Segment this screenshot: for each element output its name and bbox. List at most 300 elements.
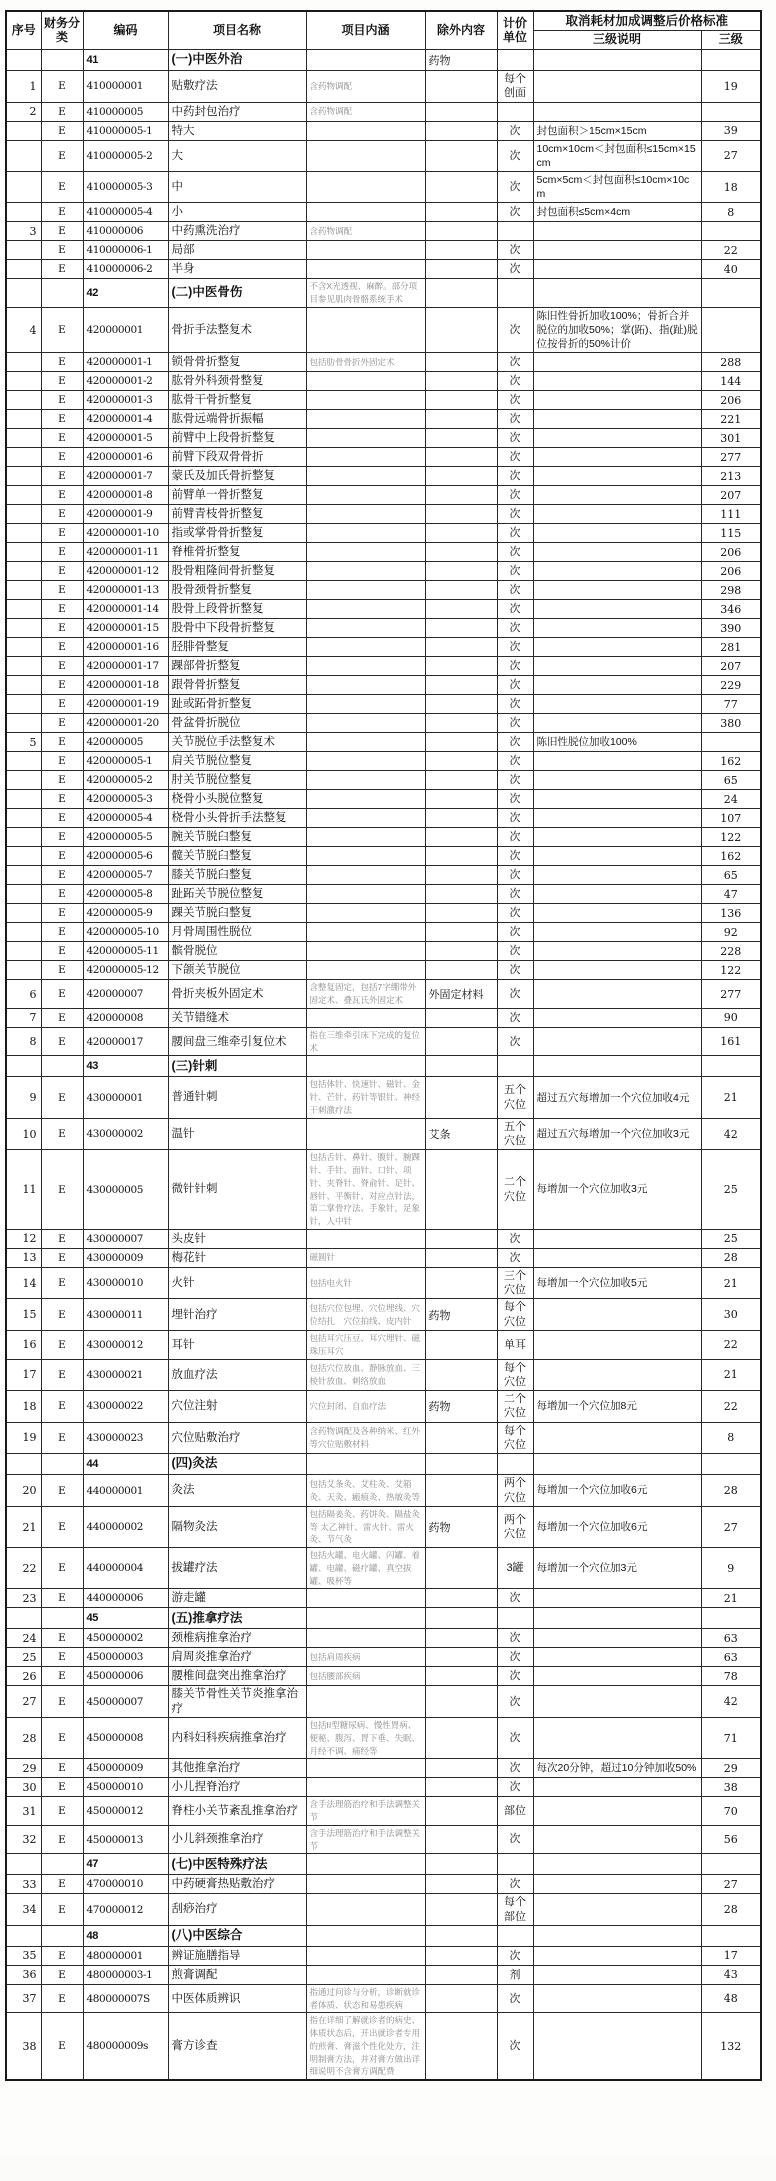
cell-seq (6, 121, 41, 140)
table-row (6, 1759, 761, 1778)
cell-name: 放血疗法 (168, 1359, 306, 1391)
cell-content (306, 638, 425, 657)
cell-fin: E (41, 353, 83, 372)
cell-seq: 27 (6, 1686, 41, 1718)
cell-content (306, 448, 425, 467)
cell-content: 包括艾条灸、艾柱灸、艾箱灸、天灸、瘢痕灸、热敏灸等 (306, 1475, 425, 1507)
cell-seq: 15 (6, 1299, 41, 1331)
cell-fin: E (41, 1894, 83, 1926)
cell-name: 小 (168, 203, 306, 222)
cell-excl (425, 391, 497, 410)
cell-name: 梅花针 (168, 1248, 306, 1267)
cell-content: 包括体针、快速针、磁针、金针、芒针、药针等银针、神经干刺激疗法 (306, 1077, 425, 1118)
cell-fin: E (41, 1984, 83, 2013)
cell-content: 包括电火针 (306, 1267, 425, 1299)
cell-excl (425, 429, 497, 448)
cell-price: 43 (701, 1965, 761, 1984)
cell-excl (425, 1984, 497, 2013)
cell-note (533, 809, 701, 828)
cell-name: 腕关节脱臼整复 (168, 828, 306, 847)
table-row (6, 600, 761, 619)
section-row (6, 1056, 761, 1077)
cell-unit: 次 (497, 1648, 533, 1667)
cell-name: 穴位注射 (168, 1391, 306, 1423)
table-row (6, 1248, 761, 1267)
cell-code: 420000001-6 (83, 448, 168, 467)
cell-content (306, 828, 425, 847)
cell-price: 161 (701, 1027, 761, 1056)
cell-unit (497, 1925, 533, 1946)
cell-content (306, 1629, 425, 1648)
cell-excl (425, 307, 497, 353)
cell-name: 跟骨骨折整复 (168, 676, 306, 695)
cell-excl (425, 410, 497, 429)
cell-note (533, 1629, 701, 1648)
cell-note: 每增加一个穴位加收6元 (533, 1506, 701, 1547)
cell-content (306, 1454, 425, 1475)
cell-seq (6, 279, 41, 308)
cell-code: 430000022 (83, 1391, 168, 1423)
cell-note (533, 1608, 701, 1629)
cell-name: 半身 (168, 260, 306, 279)
cell-excl (425, 866, 497, 885)
cell-note (533, 847, 701, 866)
cell-unit: 次 (497, 486, 533, 505)
cell-note (533, 828, 701, 847)
table-header (6, 11, 761, 50)
cell-excl (425, 733, 497, 752)
table-row (6, 102, 761, 121)
cell-note: 超过五穴每增加一个穴位加收4元 (533, 1077, 701, 1118)
table-row (6, 260, 761, 279)
cell-note (533, 260, 701, 279)
table-row (6, 1267, 761, 1299)
cell-code: 420000001-13 (83, 581, 168, 600)
cell-unit: 次 (497, 391, 533, 410)
cell-fin: E (41, 600, 83, 619)
cell-seq: 17 (6, 1359, 41, 1391)
cell-code: 470000010 (83, 1875, 168, 1894)
cell-content: 含整复固定，包括7字绷带外固定术、叠瓦氏外固定术 (306, 980, 425, 1009)
cell-note: 超过五穴每增加一个穴位加收3元 (533, 1118, 701, 1150)
cell-excl (425, 372, 497, 391)
cell-excl (425, 1759, 497, 1778)
cell-fin: E (41, 121, 83, 140)
cell-note (533, 619, 701, 638)
cell-price: 77 (701, 695, 761, 714)
cell-unit: 次 (497, 562, 533, 581)
cell-note (533, 1797, 701, 1826)
cell-code: 45 (83, 1608, 168, 1629)
cell-fin (41, 1854, 83, 1875)
cell-price: 229 (701, 676, 761, 695)
cell-seq (6, 676, 41, 695)
cell-price (701, 1925, 761, 1946)
table-row (6, 1475, 761, 1507)
cell-fin: E (41, 222, 83, 241)
cell-note (533, 71, 701, 103)
cell-seq (6, 828, 41, 847)
table-row (6, 619, 761, 638)
cell-excl (425, 543, 497, 562)
cell-code: 480000009s (83, 2013, 168, 2080)
cell-note: 陈旧性骨折加收100%；骨折合并脱位的加收50%；掌(跖)、指(趾)脱位按骨折的50%计价 (533, 307, 701, 353)
cell-code: 430000011 (83, 1299, 168, 1331)
cell-fin: E (41, 203, 83, 222)
cell-content: 含手法理筋治疗和手法调整关节 (306, 1825, 425, 1854)
cell-content: 包括火罐、电火罐、闪罐、着罐、电罐、磁疗罐、真空拔罐、吸杯等 (306, 1548, 425, 1589)
cell-code: 430000012 (83, 1331, 168, 1360)
cell-price (701, 1056, 761, 1077)
cell-seq: 30 (6, 1778, 41, 1797)
table-row (6, 71, 761, 103)
table-row (6, 847, 761, 866)
cell-note (533, 790, 701, 809)
cell-fin: E (41, 448, 83, 467)
cell-seq (6, 942, 41, 961)
cell-excl (425, 942, 497, 961)
cell-fin: E (41, 260, 83, 279)
cell-price: 122 (701, 961, 761, 980)
cell-seq (6, 714, 41, 733)
cell-fin: E (41, 866, 83, 885)
cell-fin: E (41, 961, 83, 980)
cell-content (306, 391, 425, 410)
cell-unit: 次 (497, 140, 533, 171)
cell-note (533, 600, 701, 619)
cell-excl (425, 1454, 497, 1475)
cell-note (533, 1648, 701, 1667)
cell-fin: E (41, 524, 83, 543)
cell-note (533, 771, 701, 790)
cell-content (306, 714, 425, 733)
cell-excl (425, 71, 497, 103)
cell-price: 22 (701, 241, 761, 260)
cell-unit: 次 (497, 1778, 533, 1797)
cell-name: 中 (168, 172, 306, 203)
cell-note (533, 1778, 701, 1797)
cell-unit: 次 (497, 467, 533, 486)
cell-price: 162 (701, 847, 761, 866)
cell-seq: 6 (6, 980, 41, 1009)
cell-price: 40 (701, 260, 761, 279)
cell-unit: 次 (497, 1686, 533, 1718)
cell-seq (6, 391, 41, 410)
cell-content (306, 562, 425, 581)
cell-name: 趾或跖骨折整复 (168, 695, 306, 714)
cell-name: 内科妇科疾病推拿治疗 (168, 1718, 306, 1759)
cell-fin: E (41, 1027, 83, 1056)
cell-name: 腰椎间盘突出推拿治疗 (168, 1667, 306, 1686)
table-row (6, 1648, 761, 1667)
cell-note: 每增加一个穴位加收5元 (533, 1267, 701, 1299)
cell-fin: E (41, 467, 83, 486)
cell-code: 42 (83, 279, 168, 308)
cell-content (306, 866, 425, 885)
cell-seq (6, 505, 41, 524)
cell-excl (425, 657, 497, 676)
cell-seq (6, 203, 41, 222)
cell-excl (425, 121, 497, 140)
cell-excl (425, 790, 497, 809)
cell-excl (425, 581, 497, 600)
cell-unit: 二个穴位 (497, 1391, 533, 1423)
cell-seq (6, 372, 41, 391)
cell-seq (6, 1854, 41, 1875)
cell-excl (425, 1718, 497, 1759)
cell-name: 肱骨干骨折整复 (168, 391, 306, 410)
cell-content (306, 1608, 425, 1629)
cell-note: 每增加一个穴位加8元 (533, 1391, 701, 1423)
cell-name: 脊椎骨折整复 (168, 543, 306, 562)
cell-code: 44 (83, 1454, 168, 1475)
cell-content: 包括肋骨骨折外固定术 (306, 353, 425, 372)
cell-seq (6, 1056, 41, 1077)
cell-fin: E (41, 543, 83, 562)
cell-code: 420000001-19 (83, 695, 168, 714)
cell-seq: 21 (6, 1506, 41, 1547)
cell-fin: E (41, 562, 83, 581)
cell-fin: E (41, 790, 83, 809)
cell-name: 膝关节脱臼整复 (168, 866, 306, 885)
cell-price (701, 1608, 761, 1629)
cell-price: 22 (701, 1331, 761, 1360)
cell-unit (497, 222, 533, 241)
cell-name: 膏方诊查 (168, 2013, 306, 2080)
cell-fin: E (41, 676, 83, 695)
cell-code: 420000001-4 (83, 410, 168, 429)
cell-note (533, 1299, 701, 1331)
cell-code: 41 (83, 50, 168, 71)
cell-excl (425, 1331, 497, 1360)
cell-unit: 次 (497, 828, 533, 847)
cell-content (306, 809, 425, 828)
cell-note: 每增加一个穴位加收6元 (533, 1475, 701, 1507)
cell-note (533, 1875, 701, 1894)
cell-seq: 18 (6, 1391, 41, 1423)
cell-seq (6, 50, 41, 71)
cell-price: 380 (701, 714, 761, 733)
cell-excl (425, 1946, 497, 1965)
cell-name: (二)中医骨伤 (168, 279, 306, 308)
cell-note (533, 1229, 701, 1248)
cell-price: 18 (701, 172, 761, 203)
table-row (6, 1027, 761, 1056)
cell-note (533, 657, 701, 676)
table-row (6, 1984, 761, 2013)
cell-code: 420000001 (83, 307, 168, 353)
cell-content: 包括II型糖尿病、慢性胃病、便秘、腹泻、胃下垂、失眠、月经不调、痛经等 (306, 1718, 425, 1759)
cell-unit: 五个穴位 (497, 1077, 533, 1118)
cell-price: 162 (701, 752, 761, 771)
cell-seq: 36 (6, 1965, 41, 1984)
cell-code: 420000005-9 (83, 904, 168, 923)
cell-fin: E (41, 1506, 83, 1547)
cell-code: 420000005 (83, 733, 168, 752)
cell-fin: E (41, 172, 83, 203)
cell-note (533, 942, 701, 961)
cell-unit: 次 (497, 1759, 533, 1778)
cell-name: 普通针刺 (168, 1077, 306, 1118)
cell-name: 其他推拿治疗 (168, 1759, 306, 1778)
cell-code: 410000006 (83, 222, 168, 241)
cell-content (306, 752, 425, 771)
cell-unit: 次 (497, 581, 533, 600)
cell-excl (425, 140, 497, 171)
cell-price: 228 (701, 942, 761, 961)
cell-name: 颈椎病推拿治疗 (168, 1629, 306, 1648)
cell-seq (6, 172, 41, 203)
cell-excl (425, 1008, 497, 1027)
cell-price: 30 (701, 1299, 761, 1331)
cell-note: 陈旧性脱位加收100% (533, 733, 701, 752)
cell-content: 指在三维牵引床下完成的复位术 (306, 1027, 425, 1056)
cell-unit: 每个穴位 (497, 1359, 533, 1391)
cell-note (533, 1422, 701, 1454)
cell-excl (425, 1548, 497, 1589)
cell-price: 28 (701, 1248, 761, 1267)
cell-code: 420000005-11 (83, 942, 168, 961)
cell-note (533, 241, 701, 260)
cell-content (306, 260, 425, 279)
cell-unit: 次 (497, 714, 533, 733)
cell-content (306, 1854, 425, 1875)
cell-code: 420000005-5 (83, 828, 168, 847)
cell-note (533, 695, 701, 714)
cell-content (306, 543, 425, 562)
cell-name: 髌骨脱位 (168, 942, 306, 961)
cell-code: 420000001-5 (83, 429, 168, 448)
cell-note (533, 543, 701, 562)
cell-content: 不含X光透视、麻醉。部分项目参见肌肉骨骼系统手术 (306, 279, 425, 308)
table-row (6, 562, 761, 581)
cell-content (306, 904, 425, 923)
cell-code: 420000008 (83, 1008, 168, 1027)
cell-code: 420000001-8 (83, 486, 168, 505)
cell-excl (425, 1267, 497, 1299)
cell-name: 桡骨小头骨折手法整复 (168, 809, 306, 828)
cell-code: 410000005-4 (83, 203, 168, 222)
cell-code: 420000005-3 (83, 790, 168, 809)
cell-fin: E (41, 1778, 83, 1797)
cell-fin: E (41, 1686, 83, 1718)
cell-price: 21 (701, 1267, 761, 1299)
cell-code: 450000010 (83, 1778, 168, 1797)
cell-excl: 药物 (425, 1506, 497, 1547)
cell-excl (425, 241, 497, 260)
table-row (6, 1506, 761, 1547)
cell-code: 430000005 (83, 1150, 168, 1230)
cell-content: 含药物调配 (306, 102, 425, 121)
cell-unit: 次 (497, 1008, 533, 1027)
cell-unit: 次 (497, 1718, 533, 1759)
cell-note (533, 1825, 701, 1854)
cell-fin: E (41, 1359, 83, 1391)
cell-seq: 23 (6, 1589, 41, 1608)
cell-unit: 次 (497, 353, 533, 372)
cell-unit (497, 1454, 533, 1475)
cell-excl: 药物 (425, 1299, 497, 1331)
table-row (6, 581, 761, 600)
cell-fin (41, 279, 83, 308)
cell-name: 隔物灸法 (168, 1506, 306, 1547)
header-item-name: 项目名称 (168, 11, 306, 50)
cell-seq (6, 581, 41, 600)
cell-seq: 35 (6, 1946, 41, 1965)
cell-unit: 次 (497, 172, 533, 203)
cell-note (533, 467, 701, 486)
cell-price: 21 (701, 1359, 761, 1391)
cell-seq (6, 657, 41, 676)
cell-excl (425, 1925, 497, 1946)
cell-price: 78 (701, 1667, 761, 1686)
cell-code: 410000006-2 (83, 260, 168, 279)
cell-unit: 两个穴位 (497, 1506, 533, 1547)
table-row (6, 1359, 761, 1391)
cell-fin: E (41, 1946, 83, 1965)
cell-unit: 次 (497, 410, 533, 429)
cell-price: 25 (701, 1150, 761, 1230)
cell-code: 410000006-1 (83, 241, 168, 260)
cell-fin: E (41, 1548, 83, 1589)
cell-fin: E (41, 1875, 83, 1894)
cell-name: 股骨上段骨折整复 (168, 600, 306, 619)
cell-unit: 次 (497, 638, 533, 657)
cell-name: (四)灸法 (168, 1454, 306, 1475)
cell-note (533, 1894, 701, 1926)
cell-code: 440000002 (83, 1506, 168, 1547)
cell-price: 21 (701, 1077, 761, 1118)
cell-price: 206 (701, 543, 761, 562)
cell-seq: 38 (6, 2013, 41, 2080)
cell-code: 410000005-2 (83, 140, 168, 171)
cell-name: 中药熏洗治疗 (168, 222, 306, 241)
cell-price: 25 (701, 1229, 761, 1248)
cell-content (306, 961, 425, 980)
cell-seq (6, 1454, 41, 1475)
cell-content: 包括穴位放血、静脉放血、三棱针放血、刺络放血 (306, 1359, 425, 1391)
table-row (6, 1422, 761, 1454)
cell-content: 指在详细了解就诊者的病史、体质状态后，开出就诊者专用的煎膏、膏滋个性化处方，注明制膏方法，并对膏方做出详细说明不含膏方调配费 (306, 2013, 425, 2080)
cell-content (306, 676, 425, 695)
cell-fin (41, 1056, 83, 1077)
cell-code: 420000001-20 (83, 714, 168, 733)
cell-fin: E (41, 1299, 83, 1331)
cell-code: 410000005-3 (83, 172, 168, 203)
cell-excl (425, 486, 497, 505)
cell-note (533, 372, 701, 391)
cell-name: 月骨周围性脱位 (168, 923, 306, 942)
table-row (6, 695, 761, 714)
cell-code: 420000001-10 (83, 524, 168, 543)
cell-price: 281 (701, 638, 761, 657)
table-row (6, 733, 761, 752)
table-row (6, 638, 761, 657)
cell-unit: 次 (497, 1629, 533, 1648)
table-row (6, 524, 761, 543)
cell-price: 39 (701, 121, 761, 140)
cell-note (533, 562, 701, 581)
cell-unit: 三个穴位 (497, 1267, 533, 1299)
cell-fin: E (41, 657, 83, 676)
cell-excl (425, 828, 497, 847)
cell-seq (6, 847, 41, 866)
cell-fin (41, 1925, 83, 1946)
cell-fin: E (41, 1267, 83, 1299)
cell-price: 132 (701, 2013, 761, 2080)
cell-note: 每增加一个穴位加收3元 (533, 1150, 701, 1230)
cell-price: 206 (701, 391, 761, 410)
